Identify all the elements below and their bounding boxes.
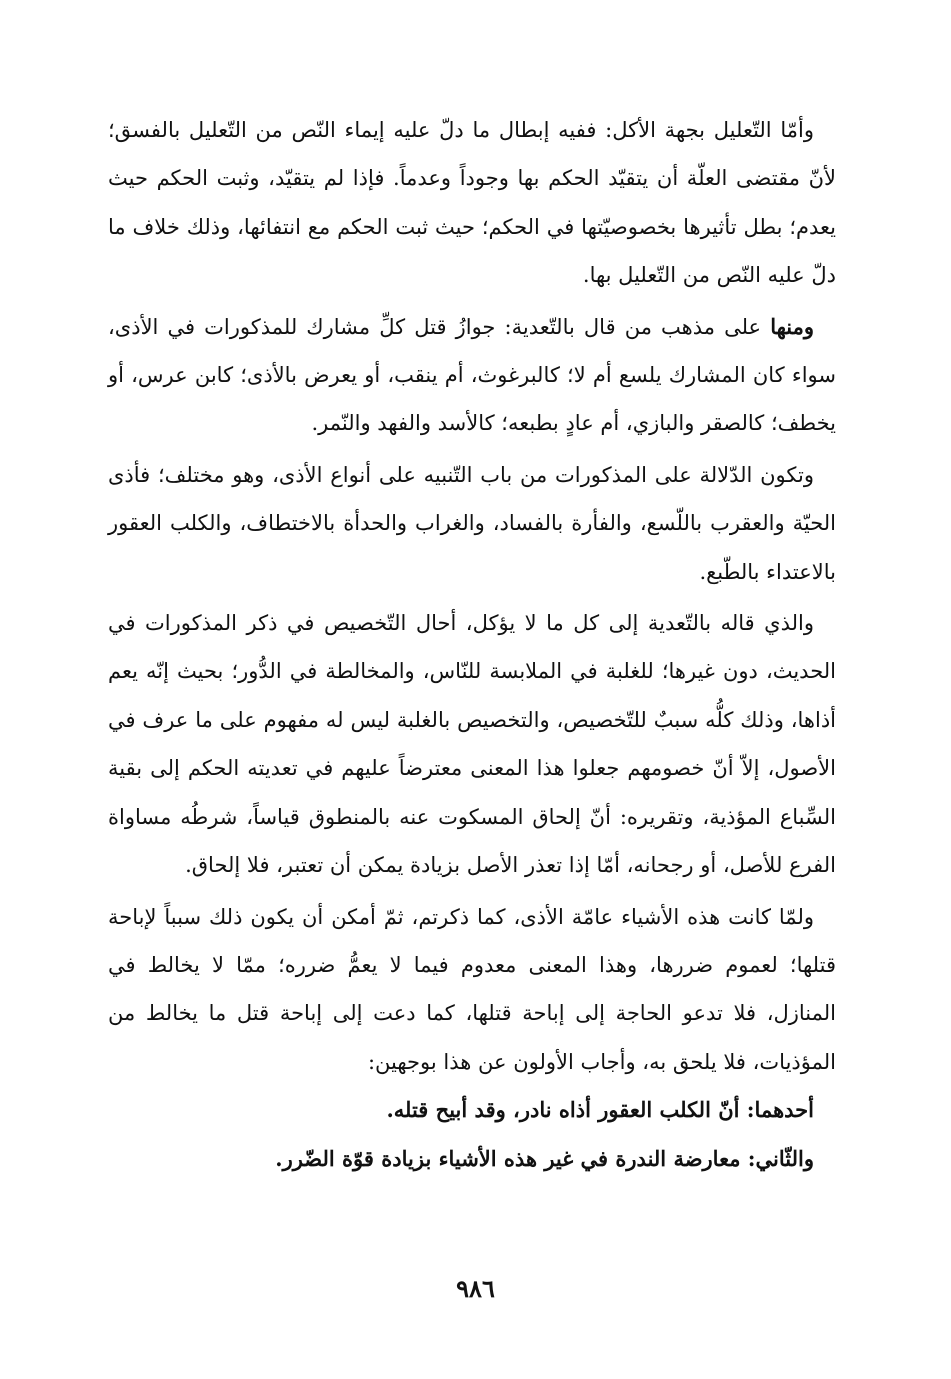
answer-text: : أنّ الكلب العقور أذاه نادر، وقد أبيح قتله. bbox=[386, 1097, 755, 1123]
answer-second bbox=[108, 1135, 836, 1183]
answer-lead: والثّاني bbox=[755, 1145, 814, 1171]
paragraph-extension-rule bbox=[108, 303, 836, 448]
answer-text: : معارضة الندرة في غير هذه الأشياء بزيادة قوّة الضّرر. bbox=[275, 1145, 756, 1171]
paragraph-eating-reasoning bbox=[108, 106, 836, 300]
paragraph-text: والذي قاله بالتّعدية إلى كل ما لا يؤكل، أحال التّخصيص في ذكر المذكورات في الحديث، دون غيرها؛ للغلبة في الملابسة للنّاس، والمخالطة في الدُّور؛ بحيث إنّه يعم أذاها، وذلك كلُّه سببٌ للتّخصيص، والتخصيص بالغلبة ليس له مفهوم على ما عرف في الأصول، إلاّ أنّ خصومهم جعلوا هذا المعنى معترضاً عليهم في تعديته الحكم إلى بقية السِّباع المؤذية، وتقريره: أنّ إلحاق المسكوت عنه بالمنطوق قياساً، شرطُه مساواة الفرع للأصل، أو رجحانه، أمّا إذا تعذر الأصل بزيادة يمكن أن تعتبر، فلا إلحاق. bbox=[108, 611, 836, 878]
paragraph-text: ولمّا كانت هذه الأشياء عامّة الأذى، كما ذكرتم، ثمّ أمكن أن يكون ذلك سبباً لإباحة قتلها؛ لعموم ضررها، وهذا المعنى معدوم فيما لا يعمُّ ضرره؛ ممّا لا يخالط في المنازل، فلا تدعو الحاجة إلى إباحة قتلها، كما دعت إلى إباحة قتل ما يخالط من المؤذيات، فلا يلحق به، وأجاب الأولون عن هذا بوجهين: bbox=[108, 904, 836, 1074]
answer-lead: أحدهما bbox=[754, 1097, 814, 1123]
paragraph-text: وأمّا التّعليل بجهة الأكل: ففيه إبطال ما دلّ عليه إيماء النّص من التّعليل بالفسق؛ لأنّ مقتضى العلّة أن يتقيّد الحكم بها وجوداً وعدماً. فإذا لم يتقيّد، وثبت الحكم حيث يعدم؛ بطل تأثيرها بخصوصيّتها في الحكم؛ حيث ثبت الحكم مع انتفائها، وذلك خلاف ما دلّ عليه النّص من التّعليل بها. bbox=[108, 118, 836, 288]
paragraph-types-of-harm bbox=[108, 451, 836, 596]
paragraph-text: وتكون الدّلالة على المذكورات من باب التّنبيه على أنواع الأذى، وهو مختلف؛ فأذى الحيّة والعقرب باللّسع، والفأرة بالفساد، والغراب والحدأة بالاختطاف، والكلب العقور بالاعتداء بالطّبع. bbox=[108, 462, 836, 584]
page-number: ٩٨٦ bbox=[456, 1274, 495, 1303]
answer-first bbox=[108, 1086, 836, 1134]
paragraph-lead: ومنها bbox=[770, 313, 814, 339]
paragraph-text: على مذهب من قال بالتّعدية: جوازُ قتل كلِّ مشارك للمذكورات في الأذى، سواء كان المشارك يلسع أم لا؛ كالبرغوث، أم ينقب، أو يعرض بالأذى؛ كابن عرس، أو يخطف؛ كالصقر والبازي، أم عادٍ بطبعه؛ كالأسد والفهد والنّمر. bbox=[108, 314, 836, 436]
paragraph-specification bbox=[108, 599, 836, 889]
paragraph-general-harm bbox=[108, 893, 836, 1087]
page-body bbox=[108, 106, 836, 1183]
